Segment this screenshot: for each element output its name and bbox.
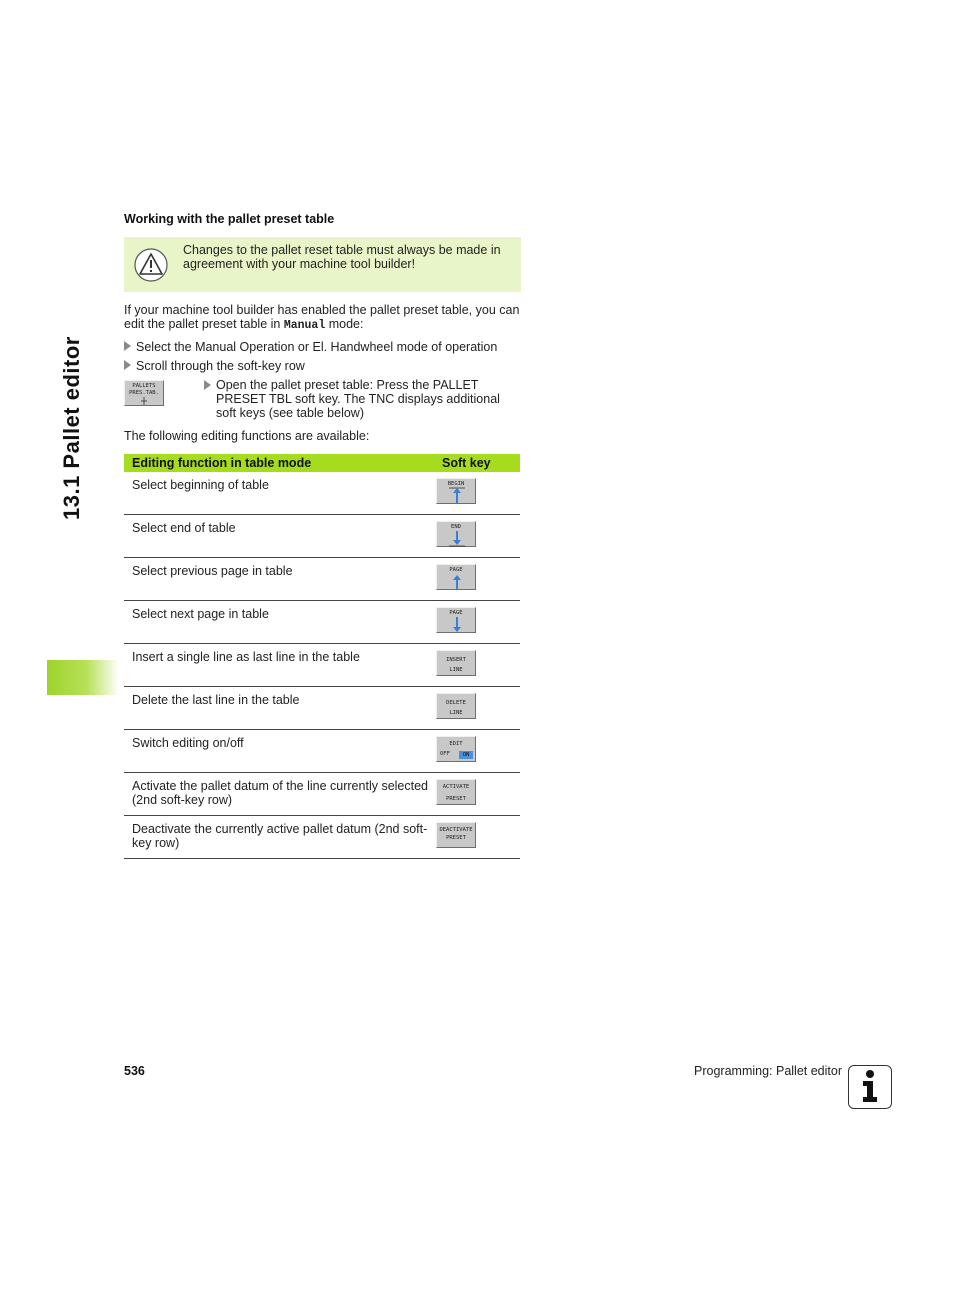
step-item (204, 378, 514, 420)
softkey-label: ACTIVATE (442, 784, 470, 790)
function-cell: Deactivate the currently active pallet datum (2nd soft-key row) (124, 816, 434, 859)
arrow-up-icon (437, 479, 477, 505)
edit-toggle-softkey[interactable] (436, 736, 476, 762)
toggle-off-label: OFF (440, 751, 450, 757)
function-cell: Select next page in table (124, 601, 434, 644)
intro-paragraph (124, 303, 524, 333)
insert-line-softkey[interactable] (436, 650, 476, 676)
table-header-function: Editing function in table mode (124, 454, 434, 472)
step-arrow-icon (124, 360, 131, 370)
table-row (124, 558, 520, 601)
function-cell: Activate the pallet datum of the line currently selected (2nd soft-key row) (124, 773, 434, 816)
editing-functions-table (124, 454, 520, 859)
softkey-label: INSERT (446, 657, 466, 663)
warning-triangle-icon (134, 248, 168, 282)
chapter-tab-marker (47, 660, 119, 695)
chapter-side-title: 13.1 Pallet editor (59, 336, 84, 520)
table-row (124, 601, 520, 644)
softkey-label: EDIT (449, 741, 463, 747)
info-glyph (849, 1066, 890, 1107)
toggle-on-label: ON (459, 751, 473, 759)
pallet-preset-softkey[interactable] (124, 380, 164, 406)
function-cell: Insert a single line as last line in the table (124, 644, 434, 687)
begin-softkey[interactable] (436, 478, 476, 504)
softkey-label: PAGE (449, 567, 463, 573)
softkey-label: END (451, 524, 461, 530)
step-arrow-icon (204, 380, 211, 390)
arrow-down-icon (437, 608, 477, 634)
step-text: Scroll through the soft-key row (136, 359, 305, 373)
warning-note (124, 237, 521, 292)
page-down-softkey[interactable] (436, 607, 476, 633)
page-number: 536 (124, 1064, 145, 1078)
step-text: Open the pallet preset table: Press the PALLET PRESET TBL soft key. The TNC displays additional soft keys (see table below) (216, 378, 500, 420)
page-up-softkey[interactable] (436, 564, 476, 590)
info-icon (848, 1065, 892, 1109)
softkey-label: BEGIN (447, 481, 465, 487)
available-functions-text: The following editing functions are available: (124, 429, 370, 443)
table-row (124, 644, 520, 687)
step-arrow-icon (124, 341, 131, 351)
arrow-up-icon (437, 565, 477, 591)
table-header-softkey: Soft key (434, 454, 520, 472)
softkey-label: LINE (449, 710, 463, 716)
softkey-label: DELETE (446, 700, 466, 706)
softkey-label-line2: PRES.TAB. (129, 390, 159, 396)
end-softkey[interactable] (436, 521, 476, 547)
table-row (124, 515, 520, 558)
softkey-label: LINE (449, 667, 463, 673)
step-item (124, 359, 305, 373)
arrow-down-icon (437, 522, 477, 548)
softkey-label: PRESET (446, 835, 466, 841)
intro-text-after: mode: (325, 317, 364, 331)
deactivate-preset-softkey[interactable] (436, 822, 476, 848)
step-item (124, 340, 497, 354)
softkey-label: PAGE (449, 610, 463, 616)
section-heading: Working with the pallet preset table (124, 212, 335, 226)
softkey-label: DEACTIVATE (439, 827, 473, 833)
warning-note-text: Changes to the pallet reset table must always be made in agreement with your machine tool builder! (183, 243, 501, 271)
table-row (124, 472, 520, 515)
function-cell: Select beginning of table (124, 472, 434, 515)
step-text: Select the Manual Operation or El. Handwheel mode of operation (136, 340, 498, 354)
table-row (124, 773, 520, 816)
table-row (124, 730, 520, 773)
table-row (124, 687, 520, 730)
intro-text-before: If your machine tool builder has enabled the pallet preset table, you can edit the pallet preset table in (124, 303, 520, 331)
activate-preset-softkey[interactable] (436, 779, 476, 805)
softkey-label: PRESET (446, 796, 466, 802)
function-cell: Switch editing on/off (124, 730, 434, 773)
function-cell: Select previous page in table (124, 558, 434, 601)
small-arrow-icon (139, 397, 149, 405)
table-row (124, 816, 520, 859)
table-header-row (124, 454, 520, 472)
function-cell: Delete the last line in the table (124, 687, 434, 730)
softkey-label-line1: PALLETS (132, 383, 156, 389)
edit-toggle (439, 751, 473, 759)
function-cell: Select end of table (124, 515, 434, 558)
footer-chapter-title: Programming: Pallet editor (694, 1064, 842, 1078)
delete-line-softkey[interactable] (436, 693, 476, 719)
mode-name: Manual (283, 319, 326, 332)
